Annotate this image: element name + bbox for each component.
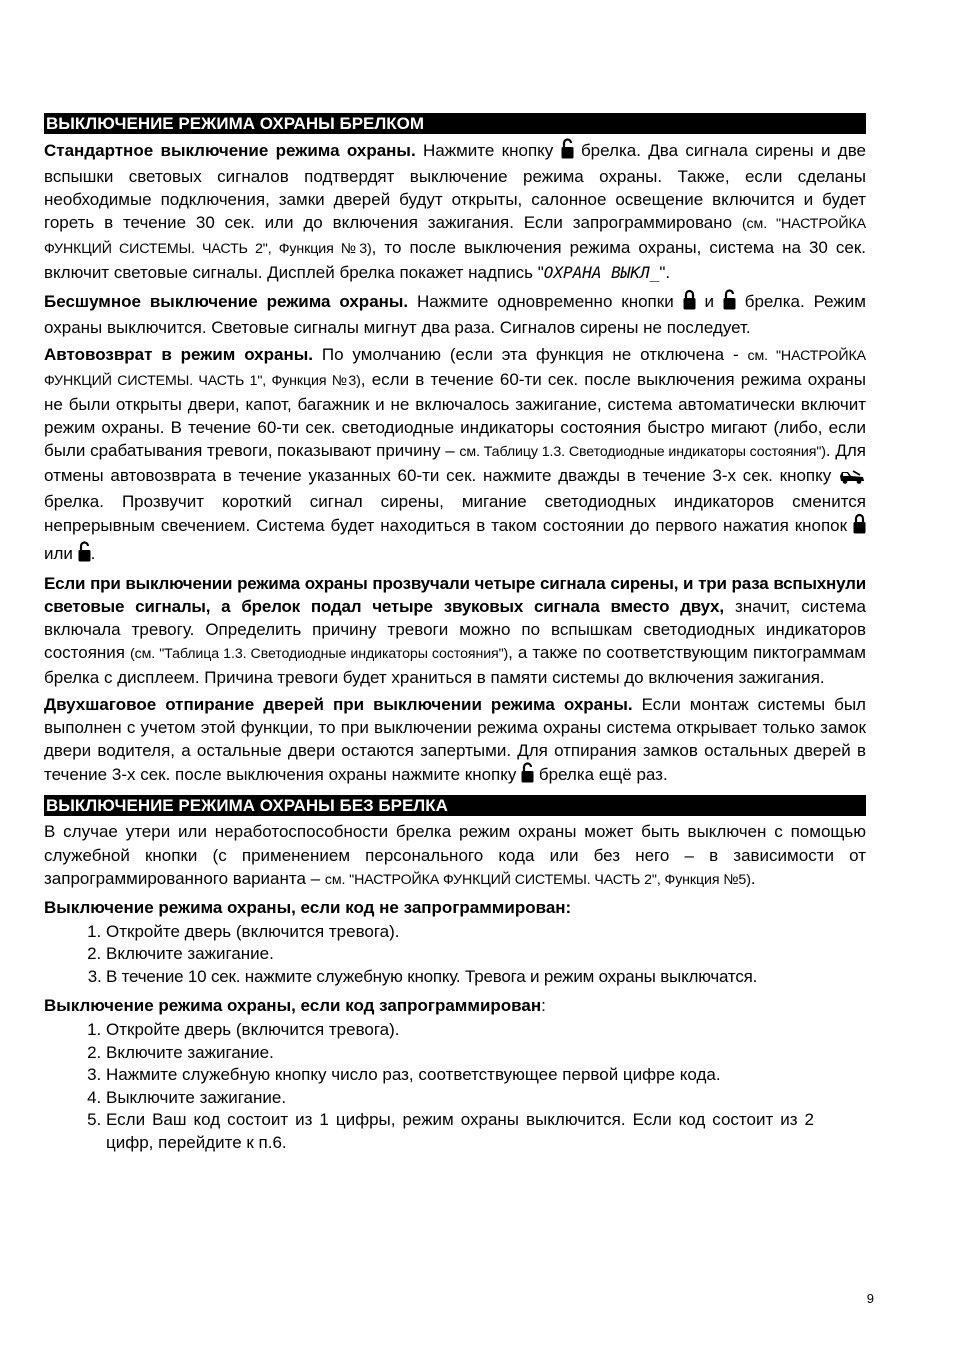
unlock-icon: [521, 762, 534, 789]
list-item: 3. Нажмите служебную кнопку число раз, соответствующее первой цифре кода.: [106, 1064, 814, 1087]
page-number: 9: [866, 1291, 874, 1306]
subheading-text: Выключение режима охраны, если код запрограммирован: [44, 996, 542, 1016]
paragraph-lead: Автовозврат в режим охраны.: [44, 344, 313, 364]
paragraph-auto-rearm: [44, 343, 866, 568]
text: .: [750, 868, 756, 888]
paragraph-no-fob: [44, 820, 866, 891]
reference: см. "НАСТРОЙКА ФУНКЦИЙ СИСТЕМЫ. ЧАСТЬ 2", Функция №5): [324, 871, 751, 888]
subheading-with-code: [44, 994, 866, 1017]
unlock-icon: [723, 289, 736, 316]
text: или: [44, 543, 78, 563]
reference: см. Таблицу 1.3. Светодиодные индикаторы состояния"): [459, 444, 826, 461]
text: брелка. Режим охраны выключится. Световые сигналы мигнут два раза. Сигналов сирены не последует.: [44, 291, 866, 337]
text: В случае утери или неработоспособности брелка режим охраны может быть выключен с помощью служебной кнопки (с применением персонального кода или без него – в зависимости от запрограммированного варианта –: [44, 822, 866, 888]
unlock-icon: [78, 541, 91, 568]
steps-no-code: [44, 921, 866, 989]
lock-icon: [683, 289, 696, 316]
text: , а также по соответствующим пиктограммам брелка с дисплеем. Причина тревоги будет храниться в памяти системы до включения зажигания.: [44, 642, 866, 687]
text: Нажмите одновременно кнопки: [408, 291, 683, 311]
fob-display-text: ОХРАНА ВЫКЛ_: [543, 263, 660, 283]
text: . Для отмены автовозврата в течение указанных 60-ти сек. нажмите дважды в течение 3-х сек. кнопку: [44, 441, 866, 486]
text: брелка. Два сигнала сирены и две вспышки световых сигналов подтвердят выключение режима охраны. Также, если сделаны необходимые подключения, замки дверей будут открыты, салонное освещение включится и будет гореть в течение 30 сек. или до включения зажигания. Если запрограммировано: [44, 141, 867, 233]
text: Нажмите кнопку: [415, 141, 561, 160]
text: .: [90, 543, 96, 563]
paragraph-lead: Если при выключении режима охраны прозвучали четыре сигнала сирены, и три раза вспыхнули световые сигналы, а брелок подал четыре звуковых сигнала вместо двух,: [44, 573, 866, 616]
list-item: 4. Выключите зажигание.: [106, 1087, 814, 1110]
list-item: 1. Откройте дверь (включится тревога).: [106, 921, 866, 944]
lock-icon: [853, 513, 866, 540]
reference: см. "НАСТРОЙКА ФУНКЦИЙ СИСТЕМЫ. ЧАСТЬ 1", Функция №3): [44, 347, 866, 389]
steps-with-code: [44, 1019, 866, 1154]
list-item: 1. Откройте дверь (включится тревога).: [106, 1019, 814, 1042]
subheading-no-code: Выключение режима охраны, если код не запрограммирован:: [44, 897, 572, 917]
section-header-1: ВЫКЛЮЧЕНИЕ РЕЖИМА ОХРАНЫ БРЕЛКОМ: [44, 113, 866, 134]
list-item: 2. Включите зажигание.: [106, 1042, 814, 1065]
text: Если монтаж системы был выполнен с учетом этой функции, то при выключении режима охраны система открывает только замок двери водителя, а остальные двери остаются запертыми. Для отпирания замков остальных дверей в течение 3-х сек. после выключения охраны нажмите кнопку: [44, 695, 866, 785]
text: , если в течение 60-ти сек. после выключения режима охраны не были открыты двери, капот, багажник и не включалось зажигание, система автоматически включит режим охраны. В течение 60-ти сек. светодиодные индикаторы состояния быстро мигают (либо, если были срабатывания тревоги, показывают причину –: [44, 369, 866, 461]
paragraph-two-step-unlock: [44, 693, 866, 789]
car-icon: [838, 467, 866, 490]
text: , то после выключения режима охраны, система на 30 сек. включит световые сигналы. Дисплей брелка покажет надпись ": [44, 238, 866, 283]
page-content: [44, 113, 866, 1160]
paragraph-lead: Двухшаговое отпирание дверей при выключении режима охраны.: [44, 695, 633, 715]
text: ".: [659, 263, 671, 283]
list-item: 2. Включите зажигание.: [106, 943, 866, 966]
paragraph-standard-disarm: [44, 138, 866, 285]
text: По умолчанию (если эта функция не отключена -: [312, 344, 748, 364]
text: значит, система включала тревогу. Определить причину тревоги можно по вспышкам светодиодных индикаторов состояния: [44, 596, 866, 662]
text: и: [695, 291, 723, 311]
reference: (см. "НАСТРОЙКА ФУНКЦИЙ СИСТЕМЫ. ЧАСТЬ 2", Функция №3): [44, 216, 866, 258]
paragraph-lead: Стандартное выключение режима охраны.: [44, 141, 416, 160]
paragraph-lead: Бесшумное выключение режима охраны.: [44, 291, 409, 311]
list-item: 5. Если Ваш код состоит из 1 цифры, режим охраны выключится. Если код состоит из 2 цифр, перейдите к п.6.: [106, 1109, 814, 1154]
subheading-colon: :: [541, 996, 546, 1016]
text: брелка. Прозвучит короткий сигнал сирены, мигание светодиодных индикаторов сменится непрерывным свечением. Система будет находиться в таком состоянии до первого нажатия кнопок: [44, 492, 866, 536]
paragraph-silent-disarm: [44, 289, 866, 339]
list-item: 3. В течение 10 сек. нажмите служебную кнопку. Тревога и режим охраны выключатся.: [106, 966, 866, 989]
section-header-2: ВЫКЛЮЧЕНИЕ РЕЖИМА ОХРАНЫ БЕЗ БРЕЛКА: [44, 795, 866, 816]
reference: (см. "Таблица 1.3. Светодиодные индикаторы состояния"): [129, 645, 509, 662]
paragraph-alarm-indication: [44, 572, 866, 689]
text: брелка ещё раз.: [534, 765, 668, 785]
unlock-icon: [561, 138, 574, 165]
